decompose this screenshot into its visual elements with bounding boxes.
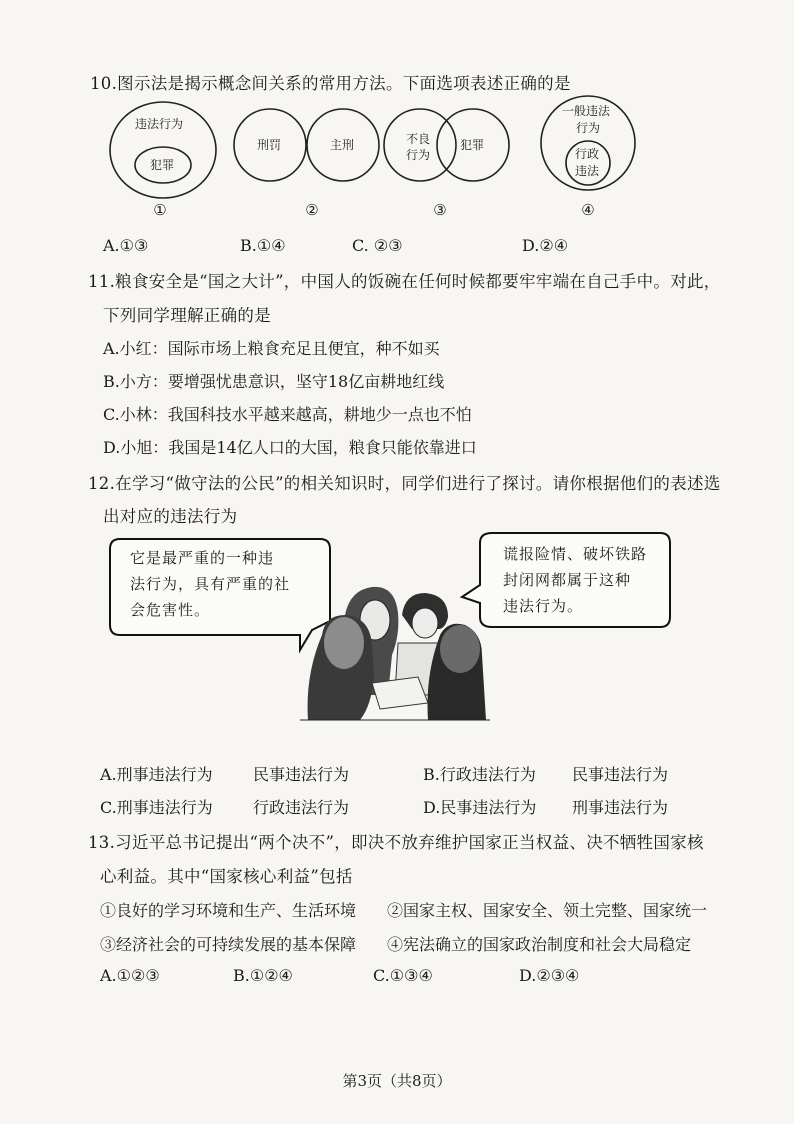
q12-option-b-second: 民事违法行为	[572, 765, 669, 784]
diagram-4-inner-label-1: 行政	[575, 147, 600, 161]
q13-stem-line2: 心利益。其中“国家核心利益”包括	[100, 867, 353, 886]
diagram-3	[384, 109, 509, 181]
diagram-3-right-label: 犯罪	[460, 138, 485, 152]
diagram-4-caption: ④	[581, 201, 595, 219]
q11-stem-line1: 11.粮食安全是“国之大计”，中国人的饭碗在任何时候都要牢牢端在自己手中。对此，	[88, 272, 721, 291]
q11-stem-line2: 下列同学理解正确的是	[103, 306, 271, 325]
bubble-right-text	[503, 541, 647, 619]
q12-option-a: A.刑事违法行为	[100, 765, 213, 784]
q10-stem: 10.图示法是揭示概念间关系的常用方法。下面选项表述正确的是	[90, 74, 571, 93]
q13-item-2: ②国家主权、国家安全、领土完整、国家统一	[387, 901, 708, 920]
q10-option-a: A.①③	[103, 236, 149, 255]
q12-option-a-second: 民事违法行为	[253, 765, 350, 784]
diagram-1-caption: ①	[153, 201, 167, 219]
bubble-left-line-1: 它是最严重的一种违	[130, 549, 275, 567]
q12-option-c-second: 行政违法行为	[253, 798, 350, 817]
diagram-4-outer-label-2: 行为	[576, 121, 601, 135]
diagram-1-inner-label: 犯罪	[150, 158, 175, 172]
q12-option-d: D.民事违法行为	[423, 798, 537, 817]
diagram-3-left-label-2: 行为	[406, 148, 431, 162]
q13-option-c: C.①③④	[373, 966, 433, 985]
q11-option-b: B.小方：要增强忧患意识，坚守18亿亩耕地红线	[103, 372, 445, 391]
q11-option-d: D.小旭：我国是14亿人口的大国，粮食只能依靠进口	[103, 438, 477, 457]
q12-illustration	[0, 525, 794, 745]
q12-option-d-second: 刑事违法行为	[572, 798, 669, 817]
bubble-left-line-3: 会危害性。	[130, 601, 211, 619]
bubble-left-line-2: 法行为，具有严重的社	[130, 575, 291, 593]
q13-item-4: ④宪法确立的国家政治制度和社会大局稳定	[387, 935, 692, 954]
diagram-4	[541, 96, 635, 190]
bubble-left-text	[130, 545, 290, 623]
q13-option-d: D.②③④	[519, 966, 580, 985]
diagram-2-left-label: 刑罚	[257, 138, 282, 152]
diagram-4-outer-label-1: 一般违法	[562, 104, 611, 118]
q10-option-b: B.①④	[240, 236, 286, 255]
q11-option-a: A.小红：国际市场上粮食充足且便宜，种不如买	[103, 339, 440, 358]
q10-option-d: D.②④	[522, 236, 569, 255]
q13-option-a: A.①②③	[100, 966, 160, 985]
diagram-3-caption: ③	[433, 201, 447, 219]
q13-option-b: B.①②④	[233, 966, 293, 985]
q12-option-c: C.刑事违法行为	[100, 798, 213, 817]
q12-stem-line2: 出对应的违法行为	[103, 507, 238, 526]
diagram-2	[234, 109, 379, 181]
q13-item-3: ③经济社会的可持续发展的基本保障	[100, 935, 357, 954]
q11-option-c: C.小林：我国科技水平越来越高，耕地少一点也不怕	[103, 405, 472, 424]
bubble-right-line-3: 违法行为。	[503, 597, 584, 615]
bubble-right-line-2: 封闭网都属于这种	[503, 571, 632, 589]
q10-option-c: C. ②③	[352, 236, 403, 255]
diagram-1	[110, 102, 216, 198]
diagram-4-inner-label-2: 违法	[575, 164, 600, 178]
q13-item-1: ①良好的学习环境和生产、生活环境	[100, 901, 357, 920]
q13-stem-line1: 13.习近平总书记提出“两个决不”，即决不放弃维护国家正当权益、决不牺牲国家核	[88, 833, 704, 852]
diagram-1-outer-label: 违法行为	[135, 117, 184, 131]
page-number: 第3页（共8页）	[342, 1072, 452, 1090]
diagram-3-left-label-1: 不良	[406, 132, 431, 146]
q12-stem-line1: 12.在学习“做守法的公民”的相关知识时，同学们进行了探讨。请你根据他们的表述选	[88, 474, 721, 493]
q12-option-b: B.行政违法行为	[423, 765, 536, 784]
diagram-2-right-label: 主刑	[330, 138, 355, 152]
diagram-2-caption: ②	[305, 201, 319, 219]
bubble-right-line-1: 谎报险情、破坏铁路	[503, 545, 648, 563]
